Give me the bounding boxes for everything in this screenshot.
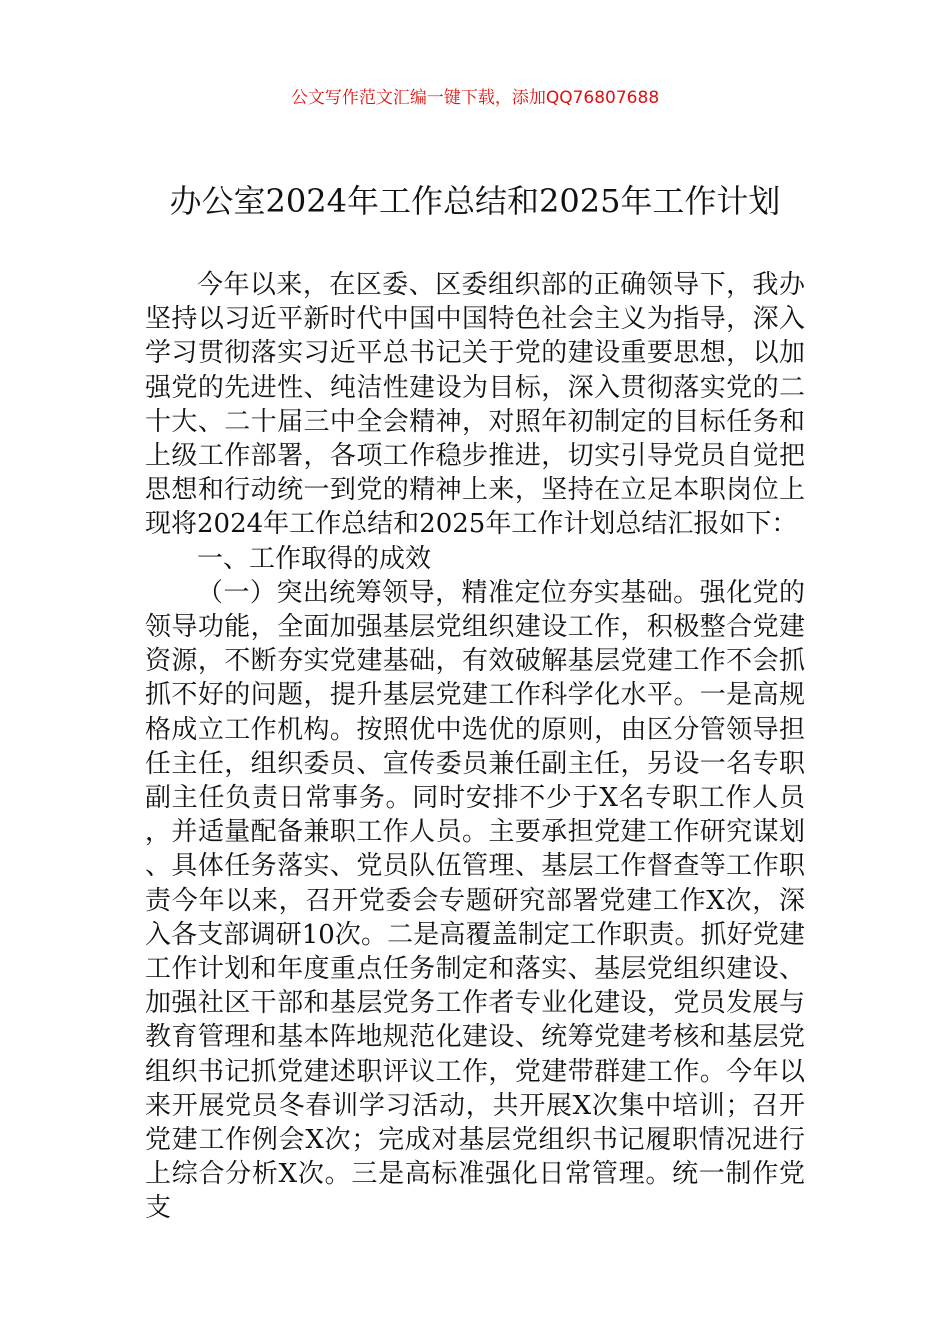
download-promo-note: 公文写作范文汇编一键下载，添加QQ76807688 — [290, 88, 660, 108]
subsection-paragraph-1: （一）突出统筹领导，精准定位夯实基础。强化党的领导功能，全面加强基层党组织建设工作，积极整合党建资源，不断夯实党建基础，有效破解基层党建工作不会抓抓不好的问题，提升基层党建工作科学化水平。一是高规格成立工作机构。按照优中选优的原则，由区分管领导担任主任，组织委员、宣传委员兼任副主任，另设一名专职副主任负责日常事务。同时安排不少于X名专职工作人员，并适量配备兼职工作人员。主要承担党建工作研究谋划、具体任务落实、党员队伍管理、基层工作督查等工作职责今年以来，召开党委会专题研究部署党建工作X次，深入各支部调研10次。二是高覆盖制定工作职责。抓好党建工作计划和年度重点任务制定和落实、基层党组织建设、加强社区干部和基层党务工作者专业化建设，党员发展与教育管理和基本阵地规范化建设、统筹党建考核和基层党组织书记抓党建述职评议工作，党建带群建工作。今年以来开展党员冬春训学习活动，共开展X次集中培训；召开党建工作例会X次；完成对基层党组织书记履职情况进行上综合分析X次。三是高标准强化日常管理。统一制作党支 — [145, 577, 805, 1224]
document-title: 办公室2024年工作总结和2025年工作计划 — [169, 182, 781, 220]
section-heading-achievements: 一、工作取得的成效 — [197, 543, 432, 574]
document-body — [145, 268, 805, 1226]
intro-paragraph: 今年以来，在区委、区委组织部的正确领导下，我办坚持以习近平新时代中国中国特色社会主义为指导，深入学习贯彻落实习近平总书记关于党的建设重要思想，以加强党的先进性、纯洁性建设为目标，深入贯彻落实党的二十大、二十届三中全会精神，对照年初制定的目标任务和上级工作部署，各项工作稳步推进，切实引导党员自觉把思想和行动统一到党的精神上来，坚持在立足本职岗位上现将2024年工作总结和2025年工作计划总结汇报如下： — [145, 270, 805, 540]
